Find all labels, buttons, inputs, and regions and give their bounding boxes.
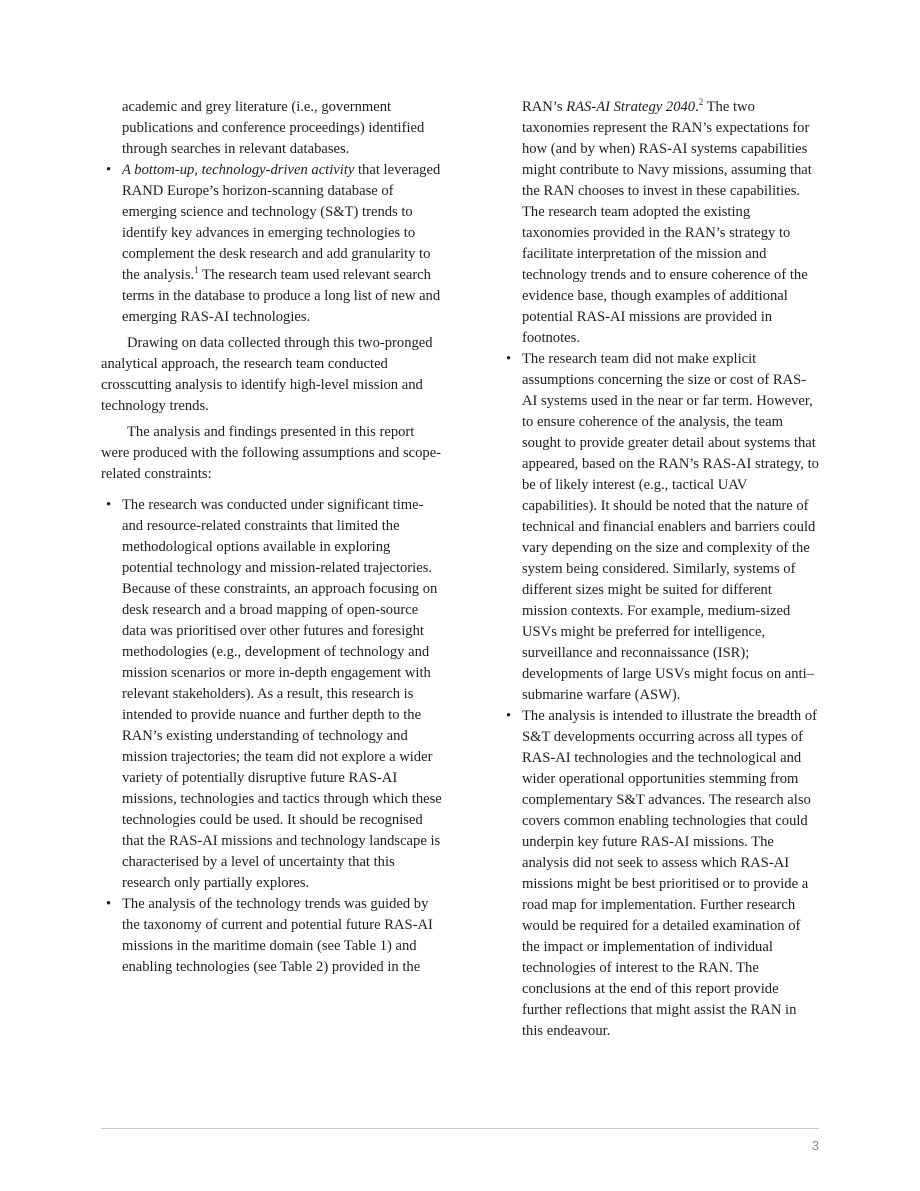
bullet-text <box>122 160 444 328</box>
body-paragraph: Drawing on data collected through this two-pronged analytical approach, the research team conducted crosscutting analysis to identify high-level mission and technology trends. <box>101 335 433 414</box>
footer-divider <box>101 1128 819 1129</box>
bullet-icon: • <box>506 708 512 724</box>
bullet-text: The research team did not make explicit assumptions concerning the size or cost of RAS-AI systems used in the near or far term. However, to ensure coherence of the analysis, the team sought to provide greater detail about systems that appeared, based on the RAN’s RAS-AI strategy, to be of likely interest (e.g., tactical UAV capabilities). It should be noted that the nature of technical and financial enablers and barriers could vary depending on the size and complexity of the system being considered. Similarly, systems of different sizes might be suited for different mission contexts. For example, medium-sized USVs might be preferred for intelligence, surveillance and reconnaissance (ISR); developments of large USVs might focus on anti–submarine warfare (ASW). <box>522 351 819 703</box>
text-part: . <box>695 99 699 115</box>
bullet-icon: • <box>506 351 512 367</box>
page-number: 3 <box>811 1138 819 1153</box>
text-part: RAN’s <box>522 99 567 115</box>
bullet-text-part: The research team used relevant search terms in the database to produce a long list of new and emerging RAS-AI technologies. <box>122 267 441 325</box>
left-column <box>101 97 444 978</box>
list-item-taxonomy <box>101 894 444 978</box>
bullet-text: The analysis is intended to illustrate the breadth of S&T developments occurring across all types of RAS-AI technologies and the technological and wider operational opportunities stemming from complementary S&T advances. The research also covers common enabling technologies that could underpin key future RAS-AI missions. The analysis did not seek to assess which RAS-AI missions might be best prioritised or to provide a road map for implementation. Further research would be required for a detailed examination of the impact or implementation of individual technologies of interest to the RAN. The conclusions at the end of this report provide further reflections that might assist the RAN in this endeavour. <box>522 708 818 1039</box>
list-item-continued <box>101 97 444 160</box>
continued-bullet-text: academic and grey literature (i.e., government publications and conference proceedings) identified through searches in relevant databases. <box>122 99 425 157</box>
bullet-icon: • <box>106 162 112 178</box>
bullet-text: The research was conducted under significant time- and resource-related constraints that limited the methodological options available in exploring potential technology and mission-related trajectories. Because of these constraints, an approach focusing on desk research and a broad mapping of open-source data was prioritised over other futures and foresight methodologies (e.g., development of technology and mission scenarios or more in-depth engagement with relevant stakeholders). As a result, this research is intended to provide nuance and further depth to the RAN’s existing understanding of technology and mission trajectories; the team did not explore a wider variety of potentially disruptive future RAS-AI missions, technologies and tactics through which these technologies could be used. It should be recognised that the RAS-AI missions and technology landscape is characterised by a level of uncertainty that this research only partially explores. <box>122 497 442 891</box>
bullet-icon: • <box>106 896 112 912</box>
bullet-text-part: that leveraged RAND Europe’s horizon-scanning database of emerging science and technology (S&T) trends to identify key advances in emerging technologies to complement the desk research and add granularity to the analysis. <box>122 162 441 283</box>
footnote-ref: 1 <box>194 265 199 276</box>
text-part: The two taxonomies represent the RAN’s expectations for how (and by when) RAS-AI systems capabilities might contribute to Navy missions, assuming that the RAN chooses to invest in these capabilities. The research team adopted the existing taxonomies provided in the RAN’s strategy to facilitate interpretation of the mission and technology trends and to ensure coherence of the evidence base, though examples of additional potential RAS-AI missions are provided in footnotes. <box>522 99 812 346</box>
list-item-breadth <box>501 706 819 1042</box>
bullet-icon: • <box>106 497 112 513</box>
footnote-ref: 2 <box>698 97 704 108</box>
right-column <box>501 97 819 1042</box>
body-paragraph: The analysis and findings presented in this report were produced with the following assumptions and scope-related constraints: <box>101 424 442 482</box>
list-item-constraints <box>101 495 444 894</box>
list-item-size-cost <box>501 349 819 706</box>
list-item-continued <box>501 97 819 349</box>
list-item-technology-activity <box>101 160 444 328</box>
bullet-text: The analysis of the technology trends was guided by the taxonomy of current and potential future RAS-AI missions in the maritime domain (see Table 1) and enabling technologies (see Table 2) provided in the <box>122 896 433 975</box>
bullet-lead-italic: A bottom-up, technology-driven activity <box>122 162 355 178</box>
strategy-title-italic: RAS-AI Strategy 2040 <box>566 99 696 115</box>
continued-bullet-text <box>522 97 819 349</box>
